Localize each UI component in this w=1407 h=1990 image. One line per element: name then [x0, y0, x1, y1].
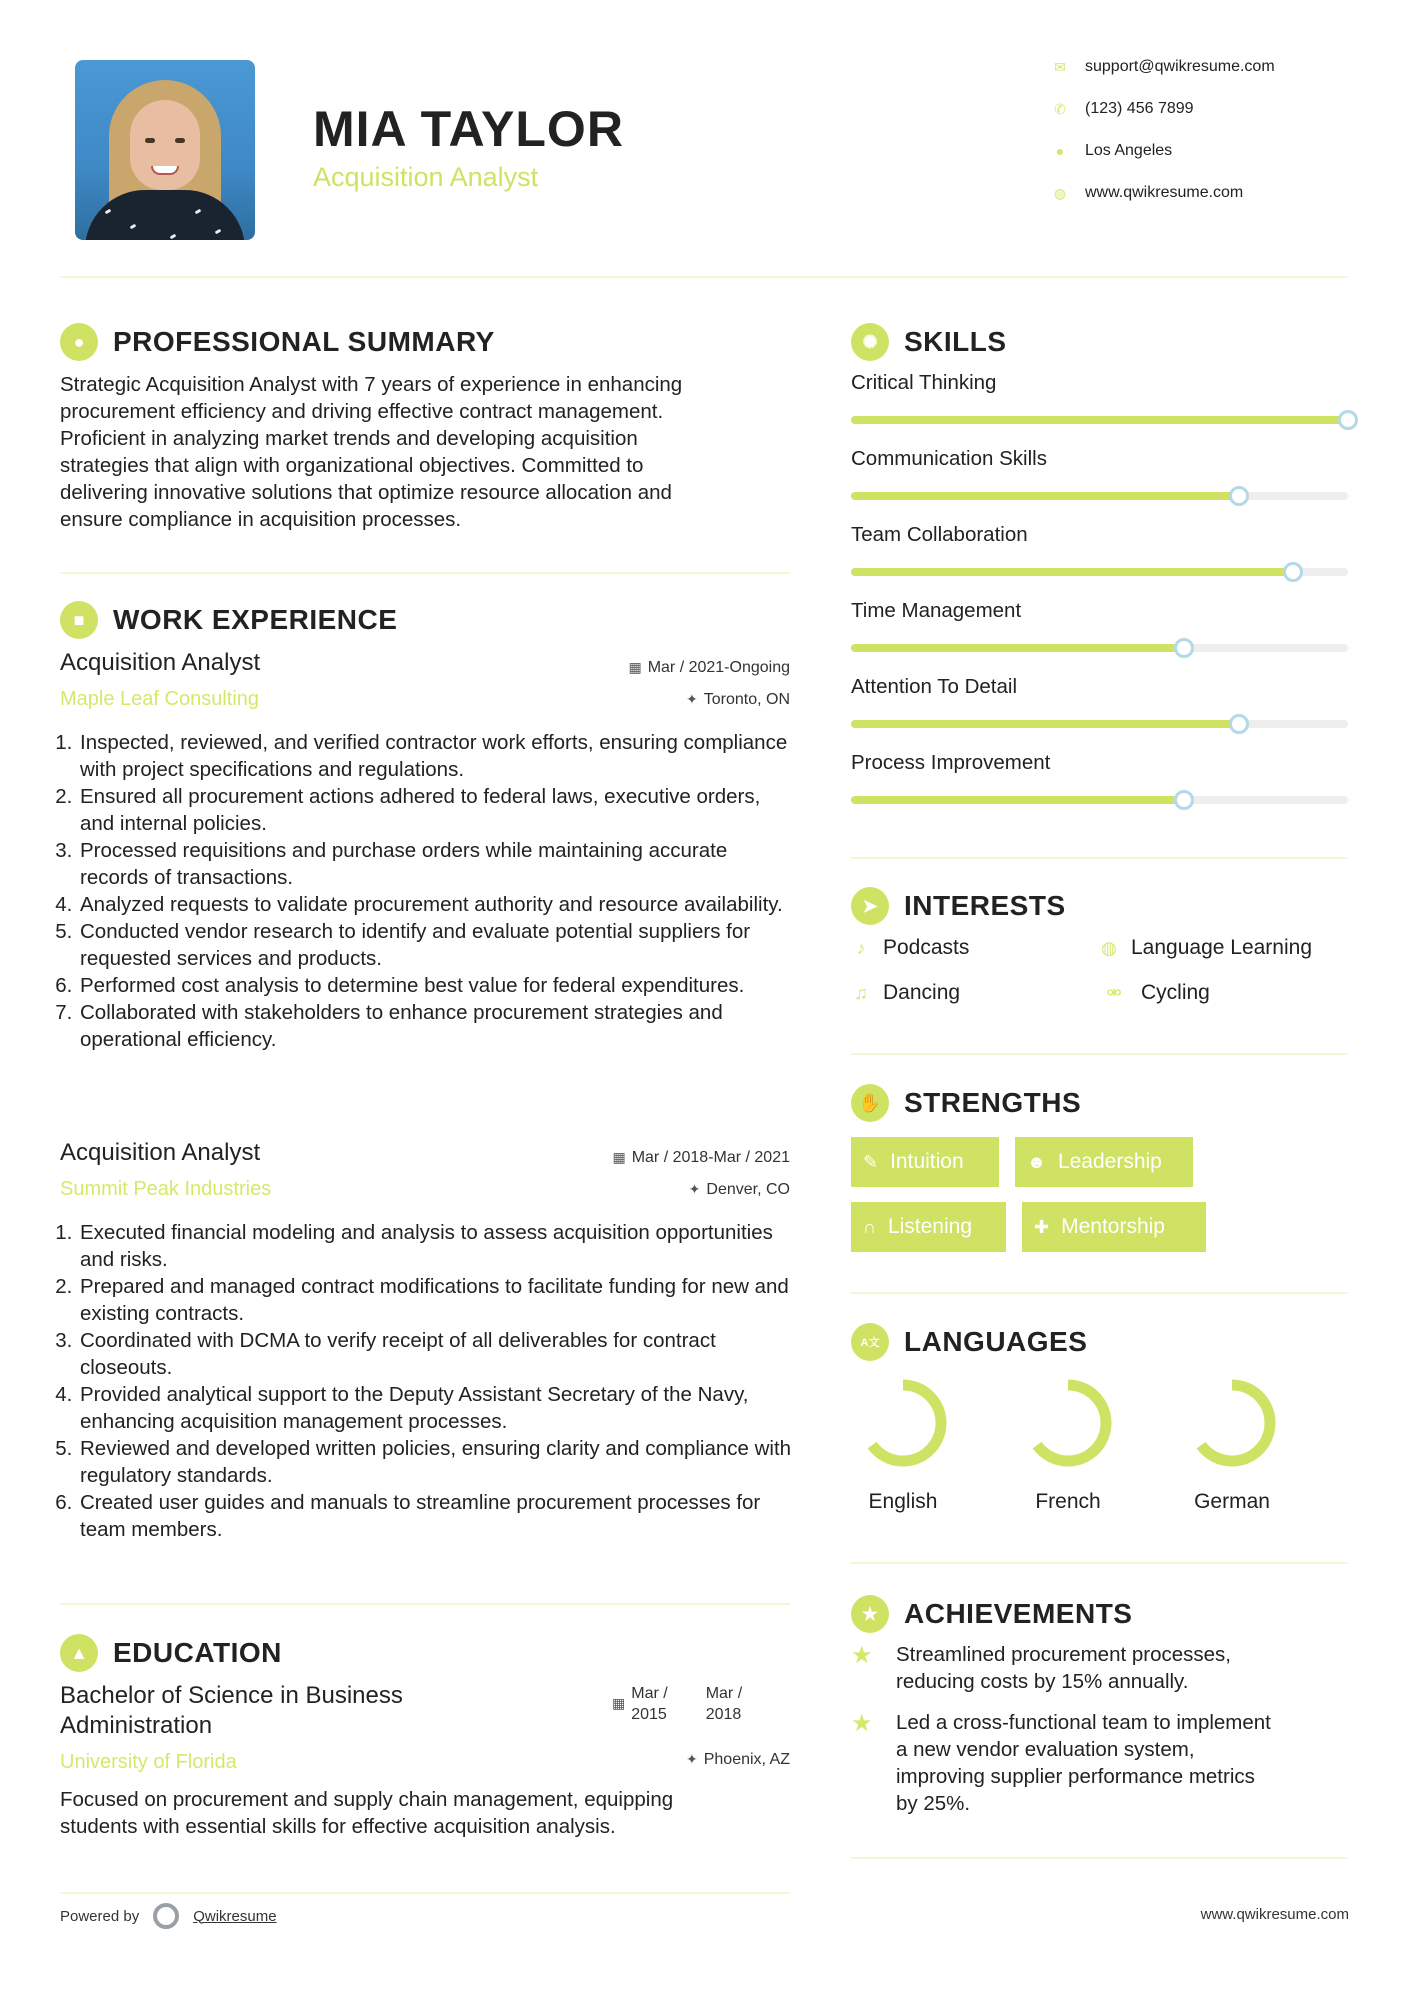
- job-duties-list: [60, 1219, 800, 1543]
- graduation-icon: ▲: [60, 1634, 98, 1672]
- list-item: 7. Collaborated with stakeholders to enhance procurement strategies and operational efficiency.: [78, 999, 800, 1053]
- skill-bar: [851, 796, 1348, 804]
- footer-powered-by: Powered by Qwikresume: [60, 1903, 277, 1929]
- job-dates: ▦ Mar / 2021-Ongoing: [628, 659, 790, 676]
- skill-bar-fill: [851, 796, 1184, 804]
- interest-item: ⚮ Cycling: [1099, 981, 1210, 1005]
- skill-name: Communication Skills: [851, 447, 1047, 470]
- footer-website[interactable]: www.qwikresume.com: [1200, 1906, 1349, 1923]
- job-dates: ▦ Mar / 2018-Mar / 2021: [612, 1149, 790, 1166]
- strengths-section-header: ✋ STRENGTHS: [851, 1084, 1081, 1122]
- candidate-title: Acquisition Analyst: [313, 162, 539, 192]
- skill-bar: [851, 492, 1348, 500]
- list-item: 2. Prepared and managed contract modifications to facilitate funding for new and existing contracts.: [78, 1273, 800, 1327]
- skill-level-knob: [1338, 410, 1358, 430]
- languages-section-header: A文 LANGUAGES: [851, 1323, 1087, 1361]
- briefcase-icon: ■: [60, 601, 98, 639]
- list-item: 3. Coordinated with DCMA to verify receipt of all deliverables for contract closeouts.: [78, 1327, 800, 1381]
- phone-icon: ✆: [1054, 100, 1066, 117]
- star-icon: ★: [851, 1710, 873, 1737]
- strength-tag: ✚ Mentorship: [1022, 1202, 1206, 1252]
- qwikresume-logo-icon: [153, 1903, 179, 1929]
- list-item: 1. Executed financial modeling and analysis to assess acquisition opportunities and risks.: [78, 1219, 800, 1273]
- strength-tag: ✎ Intuition: [851, 1137, 999, 1187]
- job-title: Acquisition Analyst: [60, 649, 261, 676]
- skill-bar-fill: [851, 416, 1348, 424]
- skill-name: Time Management: [851, 599, 1022, 622]
- music-icon: ♫: [854, 982, 868, 1003]
- microphone-icon: ♪: [856, 937, 866, 958]
- contact-website: ◍ www.qwikresume.com: [1050, 184, 1243, 202]
- star-badge-icon: ★: [851, 1595, 889, 1633]
- skill-bar-fill: [851, 492, 1239, 500]
- qwikresume-link[interactable]: Qwikresume: [193, 1907, 277, 1925]
- education-dates: ▦ Mar / 2015 Mar / 2018: [612, 1685, 743, 1723]
- skill-bar: [851, 720, 1348, 728]
- summary-text: Strategic Acquisition Analyst with 7 years of experience in enhancing procurement efficiency and driving effective contract management. Proficient in analyzing market trends and developing acquisition strategies that align with organizational objectives. Committed to delivering innovative solutions that optimize resource allocation and ensure compliance in acquisition processes.: [60, 373, 683, 531]
- education-location: ✦ Phoenix, AZ: [685, 1751, 790, 1768]
- job-location: ✦ Denver, CO: [688, 1181, 790, 1198]
- bicycle-icon: ⚮: [1106, 982, 1122, 1003]
- skill-level-knob: [1174, 638, 1194, 658]
- skill-level-knob: [1229, 486, 1249, 506]
- skill-level-knob: [1283, 562, 1303, 582]
- achievements-section-header: ★ ACHIEVEMENTS: [851, 1595, 1132, 1633]
- list-item: 5. Reviewed and developed written policies, ensuring clarity and compliance with regulatory standards.: [78, 1435, 800, 1489]
- job-company: Summit Peak Industries: [60, 1178, 272, 1200]
- skill-name: Critical Thinking: [851, 371, 997, 394]
- skills-section-header: ✺ SKILLS: [851, 323, 1007, 361]
- skill-name: Attention To Detail: [851, 675, 1018, 698]
- envelope-icon: ✉: [1054, 58, 1066, 75]
- language-level-ring: [1188, 1379, 1276, 1467]
- interest-item: ♫ Dancing: [851, 981, 960, 1005]
- strength-tag: ∩ Listening: [851, 1202, 1006, 1252]
- list-item: 6. Created user guides and manuals to streamline procurement processes for team members.: [78, 1489, 800, 1543]
- job-company: Maple Leaf Consulting: [60, 688, 260, 710]
- summary-divider: [60, 572, 790, 574]
- interests-section-header: ➤ INTERESTS: [851, 887, 1066, 925]
- pin-icon: ✦: [688, 1181, 701, 1197]
- job-location: ✦ Toronto, ON: [686, 691, 790, 708]
- language-name: English: [868, 1490, 938, 1513]
- achievements-divider: [851, 1857, 1348, 1859]
- language-name: French: [1035, 1490, 1101, 1513]
- job-duties-list: [60, 729, 800, 1053]
- skill-name: Team Collaboration: [851, 523, 1028, 546]
- skill-bar-fill: [851, 720, 1239, 728]
- achievement-item: ★ Led a cross-functional team to implement a new vendor evaluation system, improving supplier performance metrics by 25%.: [851, 1710, 1271, 1815]
- skill-bar-fill: [851, 568, 1293, 576]
- calendar-icon: ▦: [612, 1149, 626, 1165]
- interest-item: ◍ Language Learning: [1099, 936, 1312, 960]
- strengths-divider: [851, 1292, 1348, 1294]
- list-item: 3. Processed requisitions and purchase orders while maintaining accurate records of transactions.: [78, 837, 800, 891]
- list-item: 2. Ensured all procurement actions adhered to federal laws, executive orders, and internal policies.: [78, 783, 800, 837]
- globe-icon: ◍: [1053, 184, 1067, 201]
- headphones-icon: ∩: [863, 1216, 876, 1237]
- skill-level-knob: [1174, 790, 1194, 810]
- experience-section-header: ■ WORK EXPERIENCE: [60, 601, 397, 639]
- header-divider: [60, 276, 1348, 278]
- candidate-name: MIA TAYLOR: [313, 101, 624, 157]
- pin-icon: ✦: [686, 691, 698, 707]
- school-name: University of Florida: [60, 1751, 237, 1773]
- contact-phone: ✆ (123) 456 7899: [1050, 100, 1194, 118]
- language-level-ring: [1024, 1379, 1112, 1467]
- star-icon: ★: [851, 1642, 873, 1669]
- globe-icon: ◍: [1101, 937, 1117, 958]
- list-item: 4. Analyzed requests to validate procurement authority and resource availability.: [78, 891, 800, 918]
- interests-divider: [851, 1053, 1348, 1055]
- summary-section-header: ● PROFESSIONAL SUMMARY: [60, 323, 495, 361]
- list-item: 4. Provided analytical support to the Deputy Assistant Secretary of the Navy, enhancing acquisition management processes.: [78, 1381, 800, 1435]
- list-item: 1. Inspected, reviewed, and verified contractor work efforts, ensuring compliance with project specifications and regulations.: [78, 729, 800, 783]
- user-icon: ●: [60, 323, 98, 361]
- calendar-icon: ▦: [628, 659, 642, 675]
- calendar-icon: ▦: [612, 1695, 626, 1711]
- users-icon: ☻: [1027, 1151, 1046, 1172]
- skill-bar-fill: [851, 644, 1184, 652]
- education-divider: [60, 1892, 790, 1894]
- hand-icon: ✋: [851, 1084, 889, 1122]
- interest-item: ♪ Podcasts: [851, 936, 969, 960]
- language-name: German: [1194, 1490, 1270, 1513]
- list-item: 5. Conducted vendor research to identify and evaluate potential suppliers for requested services and products.: [78, 918, 800, 972]
- pin-icon: ✦: [685, 1751, 698, 1767]
- languages-divider: [851, 1562, 1348, 1564]
- skills-divider: [851, 857, 1348, 859]
- magic-wand-icon: ✎: [863, 1151, 879, 1172]
- skill-level-knob: [1229, 714, 1249, 734]
- language-level-ring: [859, 1379, 947, 1467]
- degree-title: Bachelor of Science in Business Administration: [60, 1682, 403, 1739]
- achievement-item: ★ Streamlined procurement processes, reducing costs by 15% annually.: [851, 1642, 1231, 1693]
- skill-bar: [851, 416, 1348, 424]
- skill-bar: [851, 568, 1348, 576]
- strength-tag: ☻ Leadership: [1015, 1137, 1193, 1187]
- contact-location: ● Los Angeles: [1050, 142, 1172, 160]
- job-title: Acquisition Analyst: [60, 1139, 261, 1166]
- experience-divider: [60, 1603, 790, 1605]
- language-icon: A文: [851, 1323, 889, 1361]
- education-description: Focused on procurement and supply chain management, equipping students with essential skills for effective acquisition analysis.: [60, 1788, 674, 1838]
- contact-email: ✉ support@qwikresume.com: [1050, 58, 1275, 76]
- user-plus-icon: ✚: [1034, 1216, 1050, 1237]
- list-item: 6. Performed cost analysis to determine best value for federal expenditures.: [78, 972, 800, 999]
- education-section-header: ▲ EDUCATION: [60, 1634, 282, 1672]
- skill-bar: [851, 644, 1348, 652]
- location-icon: ●: [1055, 143, 1065, 159]
- skill-name: Process Improvement: [851, 751, 1051, 774]
- lightbulb-icon: ✺: [851, 323, 889, 361]
- profile-photo: [75, 60, 255, 240]
- paper-plane-icon: ➤: [851, 887, 889, 925]
